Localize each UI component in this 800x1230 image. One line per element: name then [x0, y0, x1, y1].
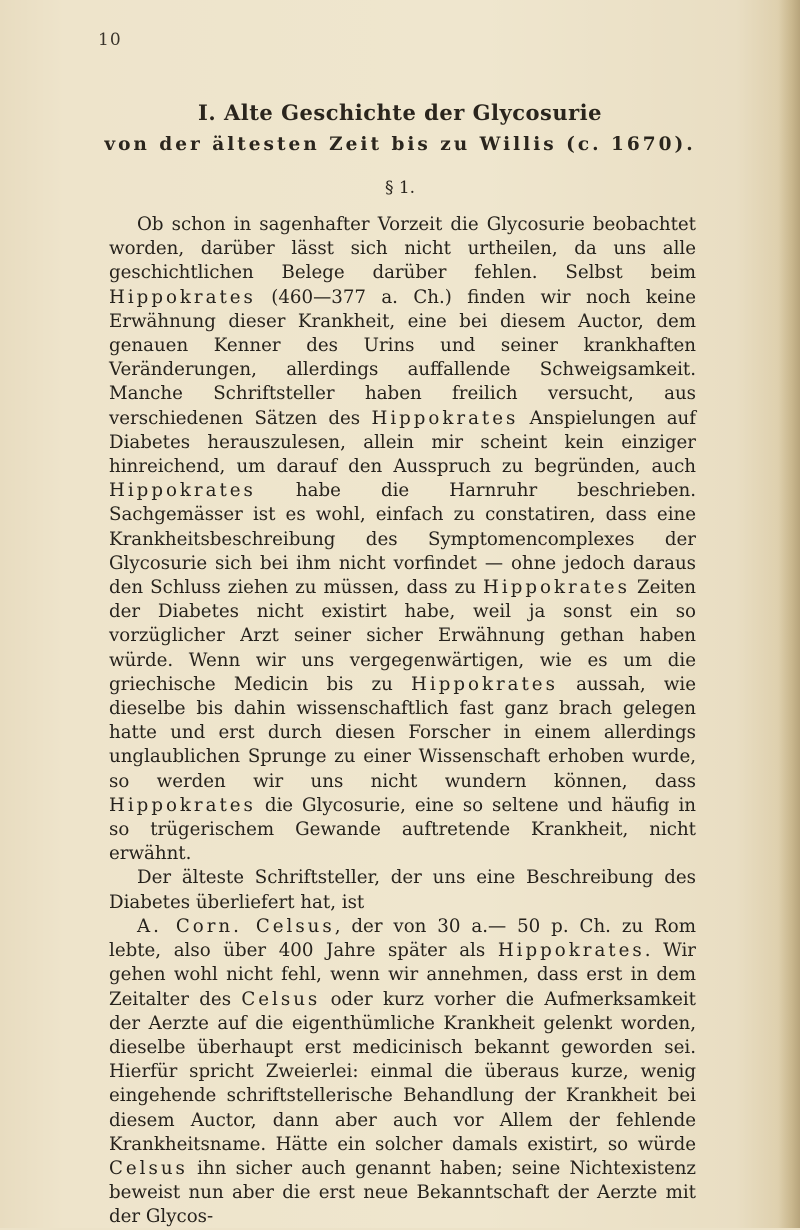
section-heading: § 1.	[384, 178, 416, 198]
text-segment: Ob schon in sagenhafter Vorzeit die Glycosurie beobachtet worden, darüber lässt sich nicht urtheilen, da uns alle geschichtlichen Belege darüber fehlen. Selbst beim	[109, 214, 696, 284]
spaced-name: Celsus	[241, 988, 321, 1010]
text-segment: die Glycosurie, eine so seltene und häufig in so trügerischem Gewande auftretende Krankheit, nicht erwähnt.	[109, 794, 696, 865]
spaced-name: Hippokrates	[411, 673, 558, 695]
page-number: 10	[98, 30, 122, 50]
text-segment: Der älteste Schriftsteller, der uns eine Beschreibung des Diabetes überliefert hat, ist	[109, 867, 696, 913]
text-segment: ihn sicher auch genannt haben; seine Nichtexistenz beweist nun aber die erst neue Bekanntschaft der Aerzte mit der Glycos-	[109, 1157, 696, 1228]
text-segment: Anspielungen auf Diabetes herauszulesen, allein mir scheint kein einziger hinreichend, um darauf den Ausspruch zu begründen, auch	[109, 407, 696, 478]
text-segment: aussah, wie dieselbe bis dahin wissenschaftlich fast ganz brach gelegen hatte und erst durch diesen Forscher in einem allerdings unglaublichen Sprunge zu einer Wissenschaft erhoben wurde, so werden wir uns nicht wundern können, dass	[109, 673, 697, 792]
text-segment: . Wir gehen wohl nicht fehl, wenn wir annehmen, dass erst in dem Zeitalter des	[109, 940, 696, 1010]
text-segment: oder kurz vorher die Aufmerksamkeit der Aerzte auf die eigenthümliche Krankheit gelenkt worden, dieselbe überhaupt erst medicinisch bekannt geworden sei. Hierfür spricht Zweierlei: einmal die überaus kurze, wenig eingehende schriftstellerische Behandlung der Krankheit bei diesem Auctor, dann aber auch vor Allem der fehlende Krankheitsname. Hätte ein solcher damals existirt, so würde	[109, 988, 696, 1155]
spaced-name: Hippokrates	[109, 286, 256, 308]
text-segment: (460—377 a. Ch.) finden wir noch keine Erwähnung dieser Krankheit, eine bei diesem Auctor, dem genauen Kenner des Urins und seiner krankhaften Veränderungen, allerdings auffallende Schweigsamkeit. Manche Schriftsteller haben freilich versucht, aus verschiedenen Sätzen des	[109, 286, 696, 429]
spaced-name: Hippokrates	[483, 577, 630, 599]
spaced-name: A. Corn. Celsus	[137, 915, 335, 937]
paragraph-1	[109, 213, 696, 866]
spaced-name: Celsus	[109, 1157, 188, 1179]
spaced-name: Hippokrates	[497, 940, 645, 962]
paragraph-2	[109, 866, 696, 914]
paragraph-3	[109, 915, 696, 1230]
body-text	[109, 213, 696, 1230]
text-segment: Zeiten der Diabetes nicht existirt habe, weil ja sonst ein so vorzüglicher Arzt seiner sicher Erwähnung gethan haben würde. Wenn wir uns vergegenwärtigen, wie es um die griechische Medicin bis zu	[109, 577, 696, 695]
text-segment: habe die Harnruhr beschrieben. Sachgemässer ist es wohl, einfach zu constatiren, dass eine Krankheitsbeschreibung des Symptomencomplexes der Glycosurie sich bei ihm nicht vorfindet — ohne jedoch daraus den Schluss ziehen zu müssen, dass zu	[109, 480, 696, 599]
spaced-name: Hippokrates	[371, 407, 519, 429]
spaced-name: Hippokrates	[109, 480, 256, 502]
chapter-title: I. Alte Geschichte der Glycosurie	[198, 100, 602, 125]
chapter-subtitle: von der ältesten Zeit bis zu Willis (c. 1670).	[104, 134, 696, 155]
text-segment: , der von 30 a.— 50 p. Ch. zu Rom lebte, also über 400 Jahre später als	[109, 915, 696, 962]
spaced-name: Hippokrates	[109, 794, 256, 816]
